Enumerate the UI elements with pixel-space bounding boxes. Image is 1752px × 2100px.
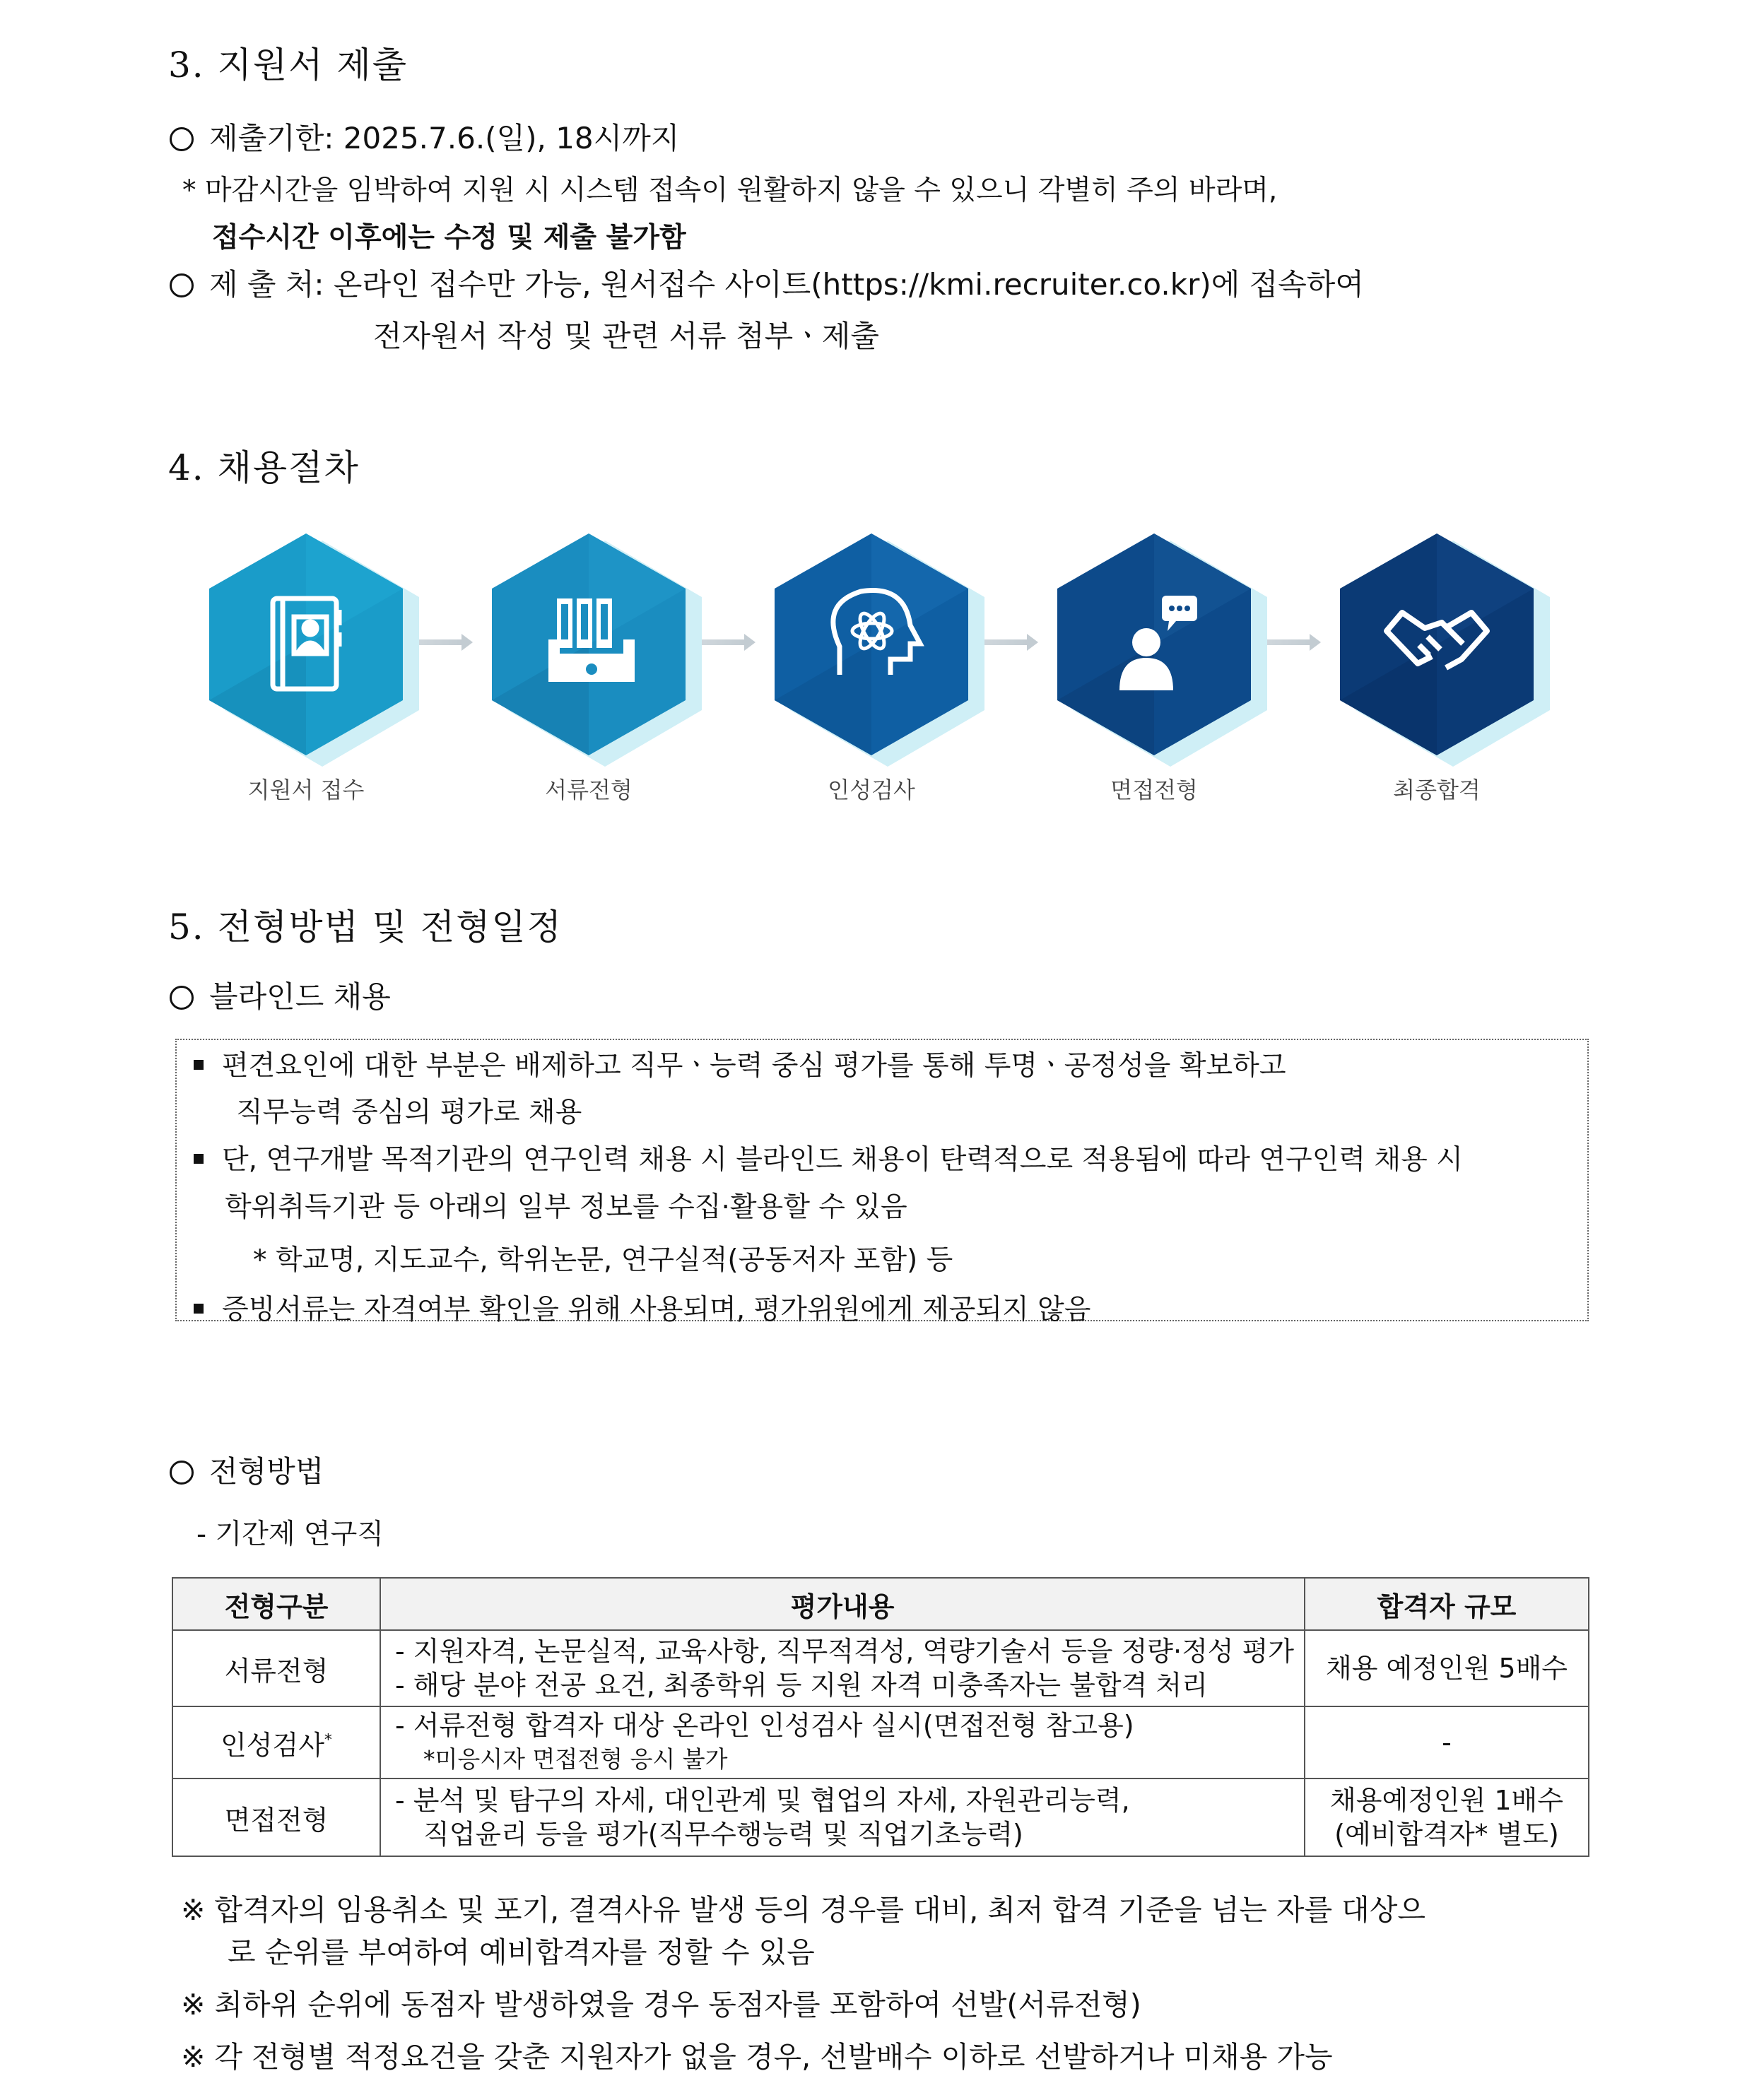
blind-title: [170, 974, 391, 1016]
circle-bullet-icon: [170, 273, 194, 297]
note-3: ※ 각 전형별 적정요건을 갖춘 지원자가 없을 경우, 선발배수 이하로 선발하거나 미채용 가능: [181, 2040, 1333, 2074]
section3-heading: 3. 지원서 제출: [168, 45, 408, 85]
table-cell-content: - 지원자격, 논문실적, 교육사항, 직무적격성, 역량기술서 등을 정량·정성 평가 - 해당 분야 전공 요건, 최종학위 등 지원 자격 미충족자는 불합격 처리: [380, 1630, 1305, 1706]
deadline-warning: 접수시간 이후에는 수정 및 제출 불가함: [212, 222, 686, 254]
note-1-cont: 로 순위를 부여하여 예비합격자를 정할 수 있음: [228, 1935, 815, 1969]
process-step-final: [1334, 533, 1539, 809]
process-step-document: [486, 533, 691, 809]
submission-place: [170, 261, 1364, 304]
table-header: 평가내용: [380, 1578, 1305, 1630]
blind-item-1: 편견요인에 대한 부분은 배제하고 직무ㆍ능력 중심 평가를 통해 투명ㆍ공정성을 확보하고: [194, 1044, 1286, 1083]
note-1: ※ 합격자의 임용취소 및 포기, 결격사유 발생 등의 경우를 대비, 최저 합격 기준을 넘는 자를 대상으: [181, 1893, 1425, 1927]
section4-heading: 4. 채용절차: [168, 447, 360, 488]
method-title: [170, 1449, 324, 1491]
submission-place-cont: 전자원서 작성 및 관련 서류 첨부ㆍ제출: [373, 319, 879, 353]
deadline-line: [170, 115, 679, 158]
table-header: 전형구분: [172, 1578, 380, 1630]
table-row: [172, 1630, 1589, 1706]
blind-item-2: 단, 연구개발 목적기관의 연구인력 채용 시 블라인드 채용이 탄력적으로 적용됨에 따라 연구인력 채용 시: [194, 1138, 1463, 1177]
square-bullet-icon: [194, 1060, 204, 1070]
table-cell-content: - 서류전형 합격자 대상 온라인 인성검사 실시(면접전형 참고용) *미응시자 면접전형 응시 불가: [380, 1706, 1305, 1778]
table-header-row: [172, 1578, 1589, 1630]
deadline-note: * 마감시간을 임박하여 지원 시 시스템 접속이 원활하지 않을 수 있으니 각별히 주의 바라며,: [182, 175, 1278, 206]
step-label: 지원서 접수: [247, 777, 365, 803]
circle-bullet-icon: [170, 986, 194, 1010]
table-row: [172, 1706, 1589, 1778]
note-2: ※ 최하위 순위에 동점자 발생하였을 경우 동점자를 포함하여 선발(서류전형): [181, 1988, 1141, 2022]
table-row: [172, 1778, 1589, 1856]
step-label: 인성검사: [828, 777, 915, 803]
section5-heading: 5. 전형방법 및 전형일정: [168, 907, 563, 948]
blind-item-2-note: * 학교명, 지도교수, 학위논문, 연구실적(공동저자 포함) 등: [253, 1244, 953, 1276]
table-header: 합격자 규모: [1305, 1578, 1589, 1630]
table-cell-stage: 인성검사*: [172, 1706, 380, 1778]
method-table: [172, 1577, 1589, 1857]
deadline-text: 제출기한: 2025.7.6.(일), 18시까지: [209, 121, 680, 155]
blind-title-text: 블라인드 채용: [209, 979, 391, 1014]
table-cell-content: - 분석 및 탐구의 자세, 대인관계 및 협업의 자세, 자원관리능력, 직업윤리 등을 평가(직무수행능력 및 직업기초능력): [380, 1778, 1305, 1856]
circle-bullet-icon: [170, 127, 194, 151]
table-cell-scale: 채용예정인원 1배수 (예비합격자* 별도): [1305, 1778, 1589, 1856]
square-bullet-icon: [194, 1154, 204, 1164]
table-cell-scale: 채용 예정인원 5배수: [1305, 1630, 1589, 1706]
submission-place-text: 제 출 처: 온라인 접수만 가능, 원서접수 사이트(https://kmi.recruiter.co.kr)에 접속하여: [209, 267, 1364, 302]
square-bullet-icon: [194, 1304, 204, 1314]
table-cell-scale: -: [1305, 1706, 1589, 1778]
blind-item-2-cont: 학위취득기관 등 아래의 일부 정보를 수집·활용할 수 있음: [225, 1191, 907, 1223]
method-subtitle: - 기간제 연구직: [196, 1518, 384, 1550]
process-step-interview: [1052, 533, 1257, 809]
table-cell-stage: 면접전형: [172, 1778, 380, 1856]
circle-bullet-icon: [170, 1461, 194, 1485]
process-step-personality: [769, 533, 974, 809]
table-cell-stage: 서류전형: [172, 1630, 380, 1706]
blind-item-1-cont: 직무능력 중심의 평가로 채용: [236, 1097, 582, 1128]
step-label: 최종합격: [1393, 777, 1481, 803]
method-title-text: 전형방법: [209, 1454, 324, 1489]
step-label: 서류전형: [545, 777, 633, 803]
blind-item-3: 증빙서류는 자격여부 확인을 위해 사용되며, 평가위원에게 제공되지 않음: [194, 1287, 1090, 1327]
step-label: 면접전형: [1110, 777, 1198, 803]
process-step-application: [204, 533, 408, 809]
